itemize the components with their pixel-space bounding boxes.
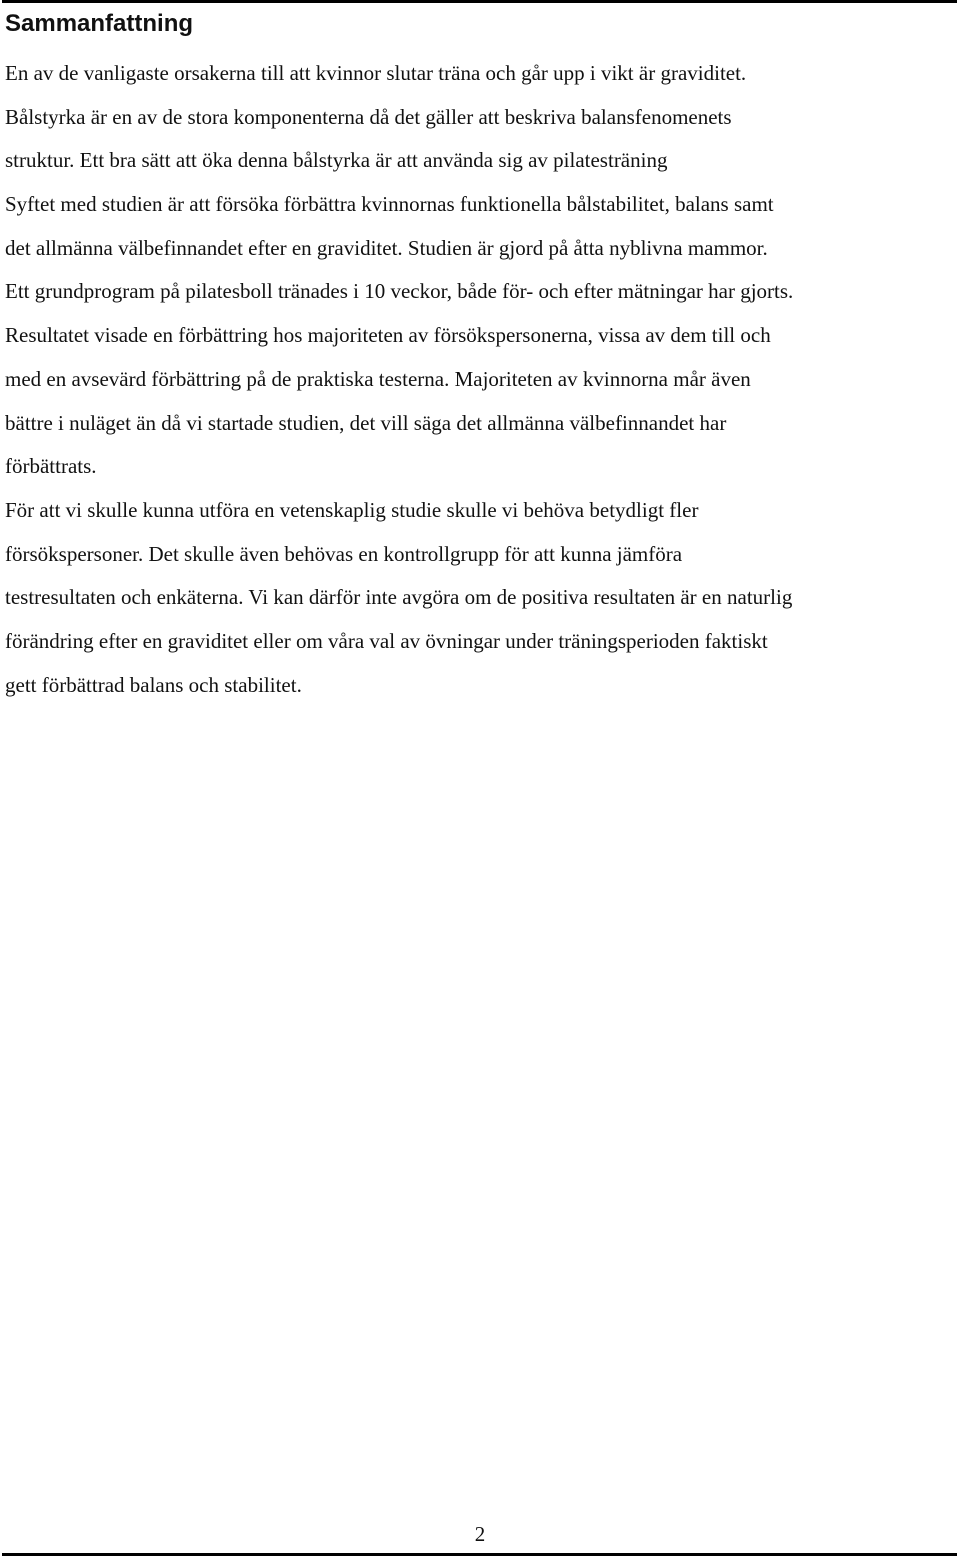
bottom-rule [2, 1553, 957, 1556]
top-rule [2, 0, 957, 3]
text-line: med en avsevärd förbättring på de praktiska testerna. Majoriteten av kvinnorna mår även [5, 366, 751, 391]
text-line: Bålstyrka är en av de stora komponenterna då det gäller att beskriva balansfenomenets [5, 104, 732, 129]
text-line: bättre i nuläget än då vi startade studien, det vill säga det allmänna välbefinnandet har [5, 410, 727, 435]
text-line: gett förbättrad balans och stabilitet. [5, 672, 302, 697]
text-line: förändring efter en graviditet eller om våra val av övningar under träningsperioden faktiskt [5, 628, 768, 653]
text-line: Syftet med studien är att försöka förbättra kvinnornas funktionella bålstabilitet, balans samt [5, 192, 774, 217]
text-line: Ett grundprogram på pilatesboll tränades i 10 veckor, både för- och efter mätningar har gjorts. [5, 279, 794, 304]
summary-paragraph-2 [5, 489, 957, 707]
summary-paragraph-1 [5, 52, 957, 489]
text-line: förbättrats. [5, 454, 97, 479]
text-line: För att vi skulle kunna utföra en vetenskaplig studie skulle vi behöva betydligt fler [5, 497, 699, 522]
text-line: testresultaten och enkäterna. Vi kan därför inte avgöra om de positiva resultaten är en naturlig [5, 585, 793, 610]
text-line: struktur. Ett bra sätt att öka denna bålstyrka är att använda sig av pilatesträning [5, 148, 668, 173]
text-line: det allmänna välbefinnandet efter en graviditet. Studien är gjord på åtta nyblivna mammor. [5, 235, 768, 260]
page-number: 2 [474, 1522, 486, 1546]
text-line: Resultatet visade en förbättring hos majoriteten av försökspersonerna, vissa av dem till och [5, 323, 771, 348]
section-heading: Sammanfattning [5, 10, 194, 37]
text-line: En av de vanligaste orsakerna till att kvinnor slutar träna och går upp i vikt är graviditet. [5, 61, 747, 85]
summary-body [5, 52, 957, 707]
text-line: försökspersoner. Det skulle även behövas en kontrollgrupp för att kunna jämföra [5, 541, 683, 566]
